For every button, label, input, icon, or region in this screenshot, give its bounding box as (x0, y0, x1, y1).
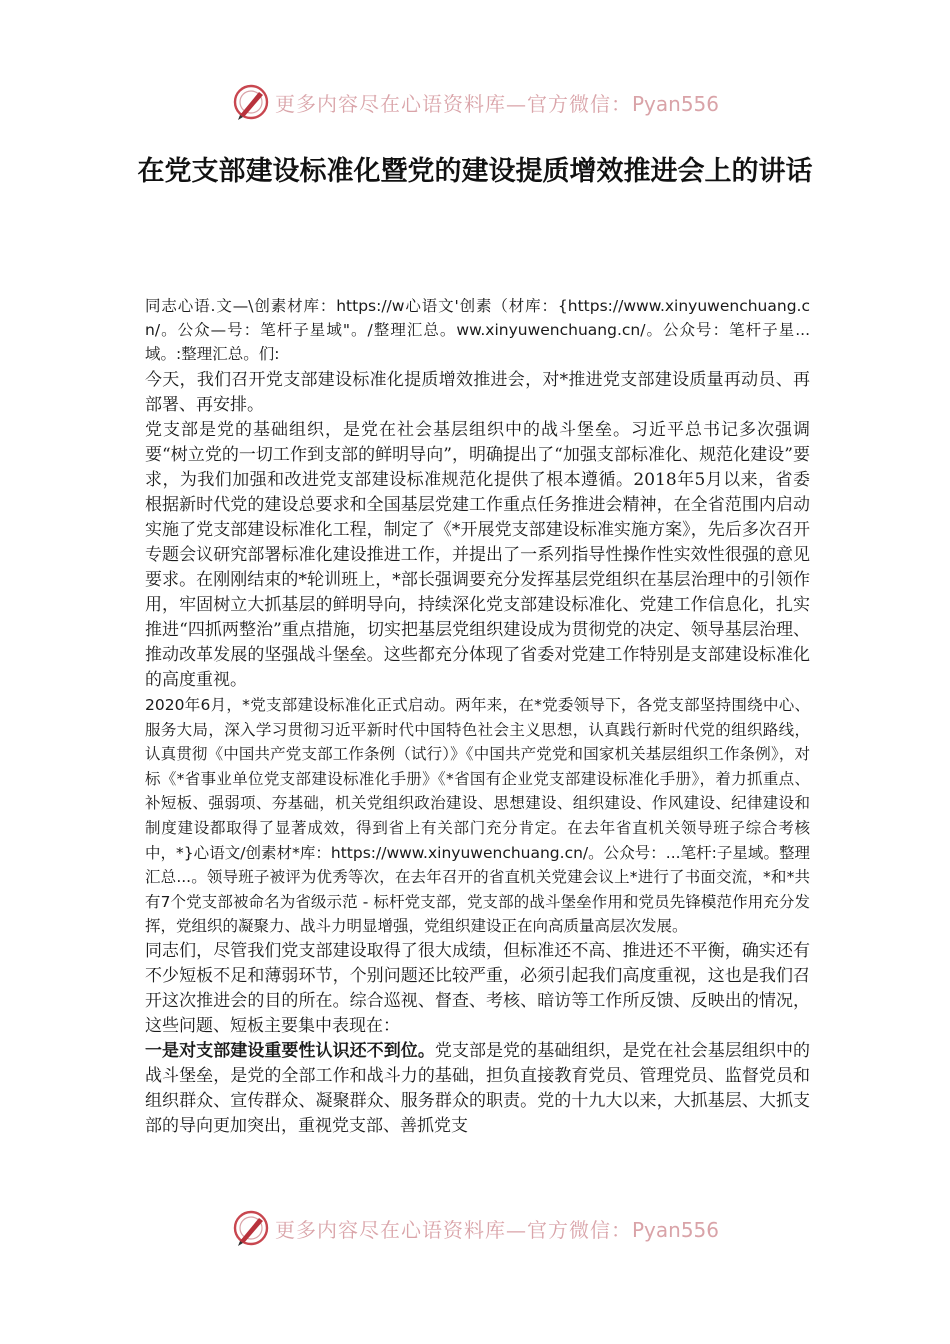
pen-circle-logo-icon (231, 82, 271, 122)
paragraph-3: 2020年6月，*党支部建设标准化正式启动。两年来，在*党委领导下，各党支部坚持围绕中心、服务大局，深入学习贯彻习近平新时代中国特色社会主义思想，认真践行新时代党的组织路线，认真贯彻《中国共产党支部工作条例（试行）》《中国共产党党和国家机关基层组织工作条例》，对标《*省事业单位党支部建设标准化手册》《*省国有企业党支部建设标准化手册》，着力抓重点、补短板、强弱项、夯基础，机关党组织政治建设、思想建设、组织建设、作风建设、纪律建设和制度建设都取得了显著成效，得到省上有关部门充分肯定。在去年省直机关领导班子综合考核中，*}心语文/创素材*库：https://www.xinyuwenchuang.cn/。公众号：...笔杆:子星域。整理汇总...。领导班子被评为优秀等次，在去年召开的省直机关党建会议上*进行了书面交流，*和*共有7个党支部被命名为省级示范 - 标杆党支部，党支部的战斗堡垒作用和党员先锋模范作用充分发挥，党组织的凝聚力、战斗力明显增强，党组织建设正在向高质量高层次发展。 (145, 696, 810, 936)
document-body (145, 294, 810, 1139)
paragraph-5-body: 党支部是党的基础组织，是党在社会基层组织中的战斗堡垒，是党的全部工作和战斗力的基础，担负直接教育党员、管理党员、监督党员和组织群众、宣传群众、凝聚群众、服务群众的职责。党的十九大以来，大抓基层、大抓支部的导向更加突出，重视党支部、善抓党支 (145, 1040, 811, 1136)
wechat-id: Pyan556 (631, 1217, 719, 1242)
paragraph-5-lead: 一是对支部建设重要性认识还不到位。 (145, 1040, 435, 1061)
paragraph-1: 今天，我们召开党支部建设标准化提质增效推进会，对*推进党支部建设质量再动员、再部署、再安排。 (145, 370, 810, 415)
paragraph-2: 党支部是党的基础组织，是党在社会基层组织中的战斗堡垒。习近平总书记多次强调要“树立党的一切工作到支部的鲜明导向”，明确提出了“加强支部标准化、规范化建设”要求，为我们加强和改进党支部建设标准规范化提供了根本遵循。2018年5月以来，省委根据新时代党的建设总要求和全国基层党建工作重点任务推进会精神，在全省范围内启动实施了党支部建设标准化工程，制定了《*开展党支部建设标准实施方案》，先后多次召开专题会议研究部署标准化建设推进工作，并提出了一系列指导性操作性实效性很强的意见要求。在刚刚结束的*轮训班上，*部长强调要充分发挥基层党组织在基层治理中的引领作用，牢固树立大抓基层的鲜明导向，持续深化党支部建设标准化、党建工作信息化，扎实推进“四抓两整治”重点措施，切实把基层党组织建设成为贯彻党的决定、领导基层治理、推动改革发展的坚强战斗堡垒。这些都充分体现了省委对党建工作特别是支部建设标准化的高度重视。 (145, 420, 810, 690)
paragraph-5 (145, 1039, 810, 1139)
pen-circle-logo-icon (231, 1208, 271, 1248)
banner-text: 更多内容尽在心语资料库—官方微信：Pyan556 (274, 91, 719, 116)
header-banner (0, 82, 950, 122)
document-title: 在党支部建设标准化暨党的建设提质增效推进会上的讲话 (137, 156, 813, 187)
paragraph-4: 同志们，尽管我们党支部建设取得了很大成绩，但标准还不高、推进还不平衡，确实还有不少短板不足和薄弱环节，个别问题还比较严重，必须引起我们高度重视，这也是我们召开这次推进会的目的所在。综合巡视、督查、考核、暗访等工作所反馈、反映出的情况，这些问题、短板主要集中表现在： (145, 940, 810, 1036)
intro-paragraph: 同志心语.文—\创素材库：https://w心语文'创素（材库：{https://www.xinyuwenchuang.cn/。公众—号：笔杆子星域"。/整理汇总。ww.xinyuwenchuang.cn/。公众号：笔杆子星...域。:整理汇总。们: (145, 297, 810, 363)
footer-banner (0, 1208, 950, 1248)
banner-text: 更多内容尽在心语资料库—官方微信：Pyan556 (274, 1217, 719, 1242)
wechat-id: Pyan556 (631, 91, 719, 116)
